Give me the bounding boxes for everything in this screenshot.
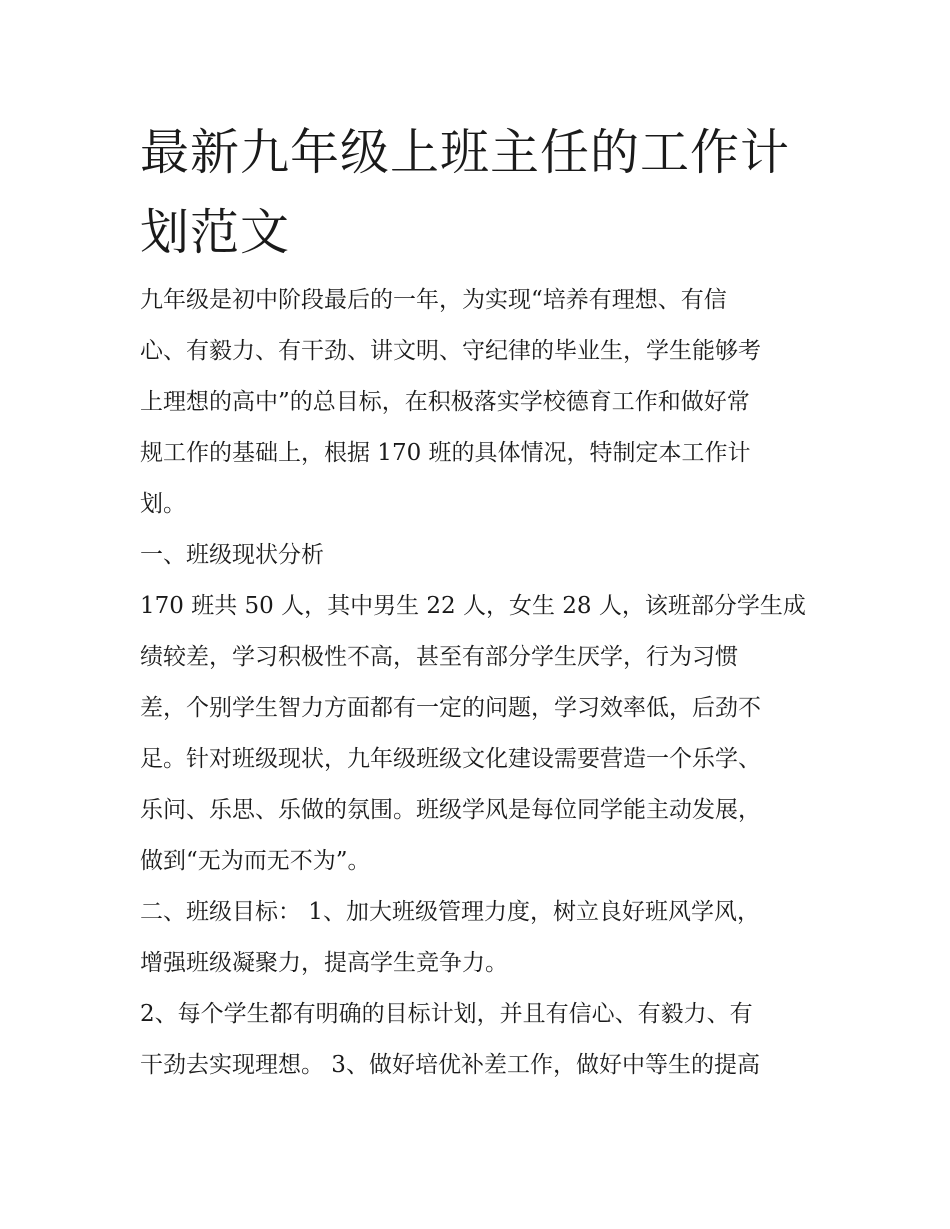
body-line: 差，个别学生智力方面都有一定的问题，学习效率低，后劲不 xyxy=(140,695,761,721)
body-line: 划。 xyxy=(140,491,186,517)
body-line: 规工作的基础上，根据 170 班的具体情况，特制定本工作计 xyxy=(140,440,751,466)
title-line-2: 划范文 xyxy=(140,204,291,261)
section-heading-1: 一、班级现状分析 xyxy=(140,542,324,568)
section-heading-2: 二、班级目标： 1、加大班级管理力度，树立良好班风学风， xyxy=(140,899,760,925)
body-line: 绩较差，学习积极性不高，甚至有部分学生厌学，行为习惯 xyxy=(140,644,738,670)
body-line: 增强班级凝聚力，提高学生竞争力。 xyxy=(140,950,508,976)
body-line: 干劲去实现理想。 3、做好培优补差工作，做好中等生的提高 xyxy=(140,1052,760,1078)
body-line: 心、有毅力、有干劲、讲文明、守纪律的毕业生，学生能够考 xyxy=(140,338,761,364)
body-line: 170 班共 50 人，其中男生 22 人，女生 28 人，该班部分学生成 xyxy=(140,593,806,619)
title-line-1: 最新九年级上班主任的工作计 xyxy=(140,124,791,181)
body-line: 2、每个学生都有明确的目标计划，并且有信心、有毅力、有 xyxy=(140,1001,753,1027)
body-line: 乐问、乐思、乐做的氛围。班级学风是每位同学能主动发展， xyxy=(140,797,761,823)
document-title xyxy=(140,113,820,273)
body-line: 九年级是初中阶段最后的一年，为实现“培养有理想、有信 xyxy=(140,287,727,313)
body-line: 做到“无为而无不为”。 xyxy=(140,848,371,874)
document-body xyxy=(140,275,820,1091)
body-line: 足。针对班级现状，九年级班级文化建设需要营造一个乐学、 xyxy=(140,746,761,772)
body-line: 上理想的高中”的总目标，在积极落实学校德育工作和做好常 xyxy=(140,389,750,415)
